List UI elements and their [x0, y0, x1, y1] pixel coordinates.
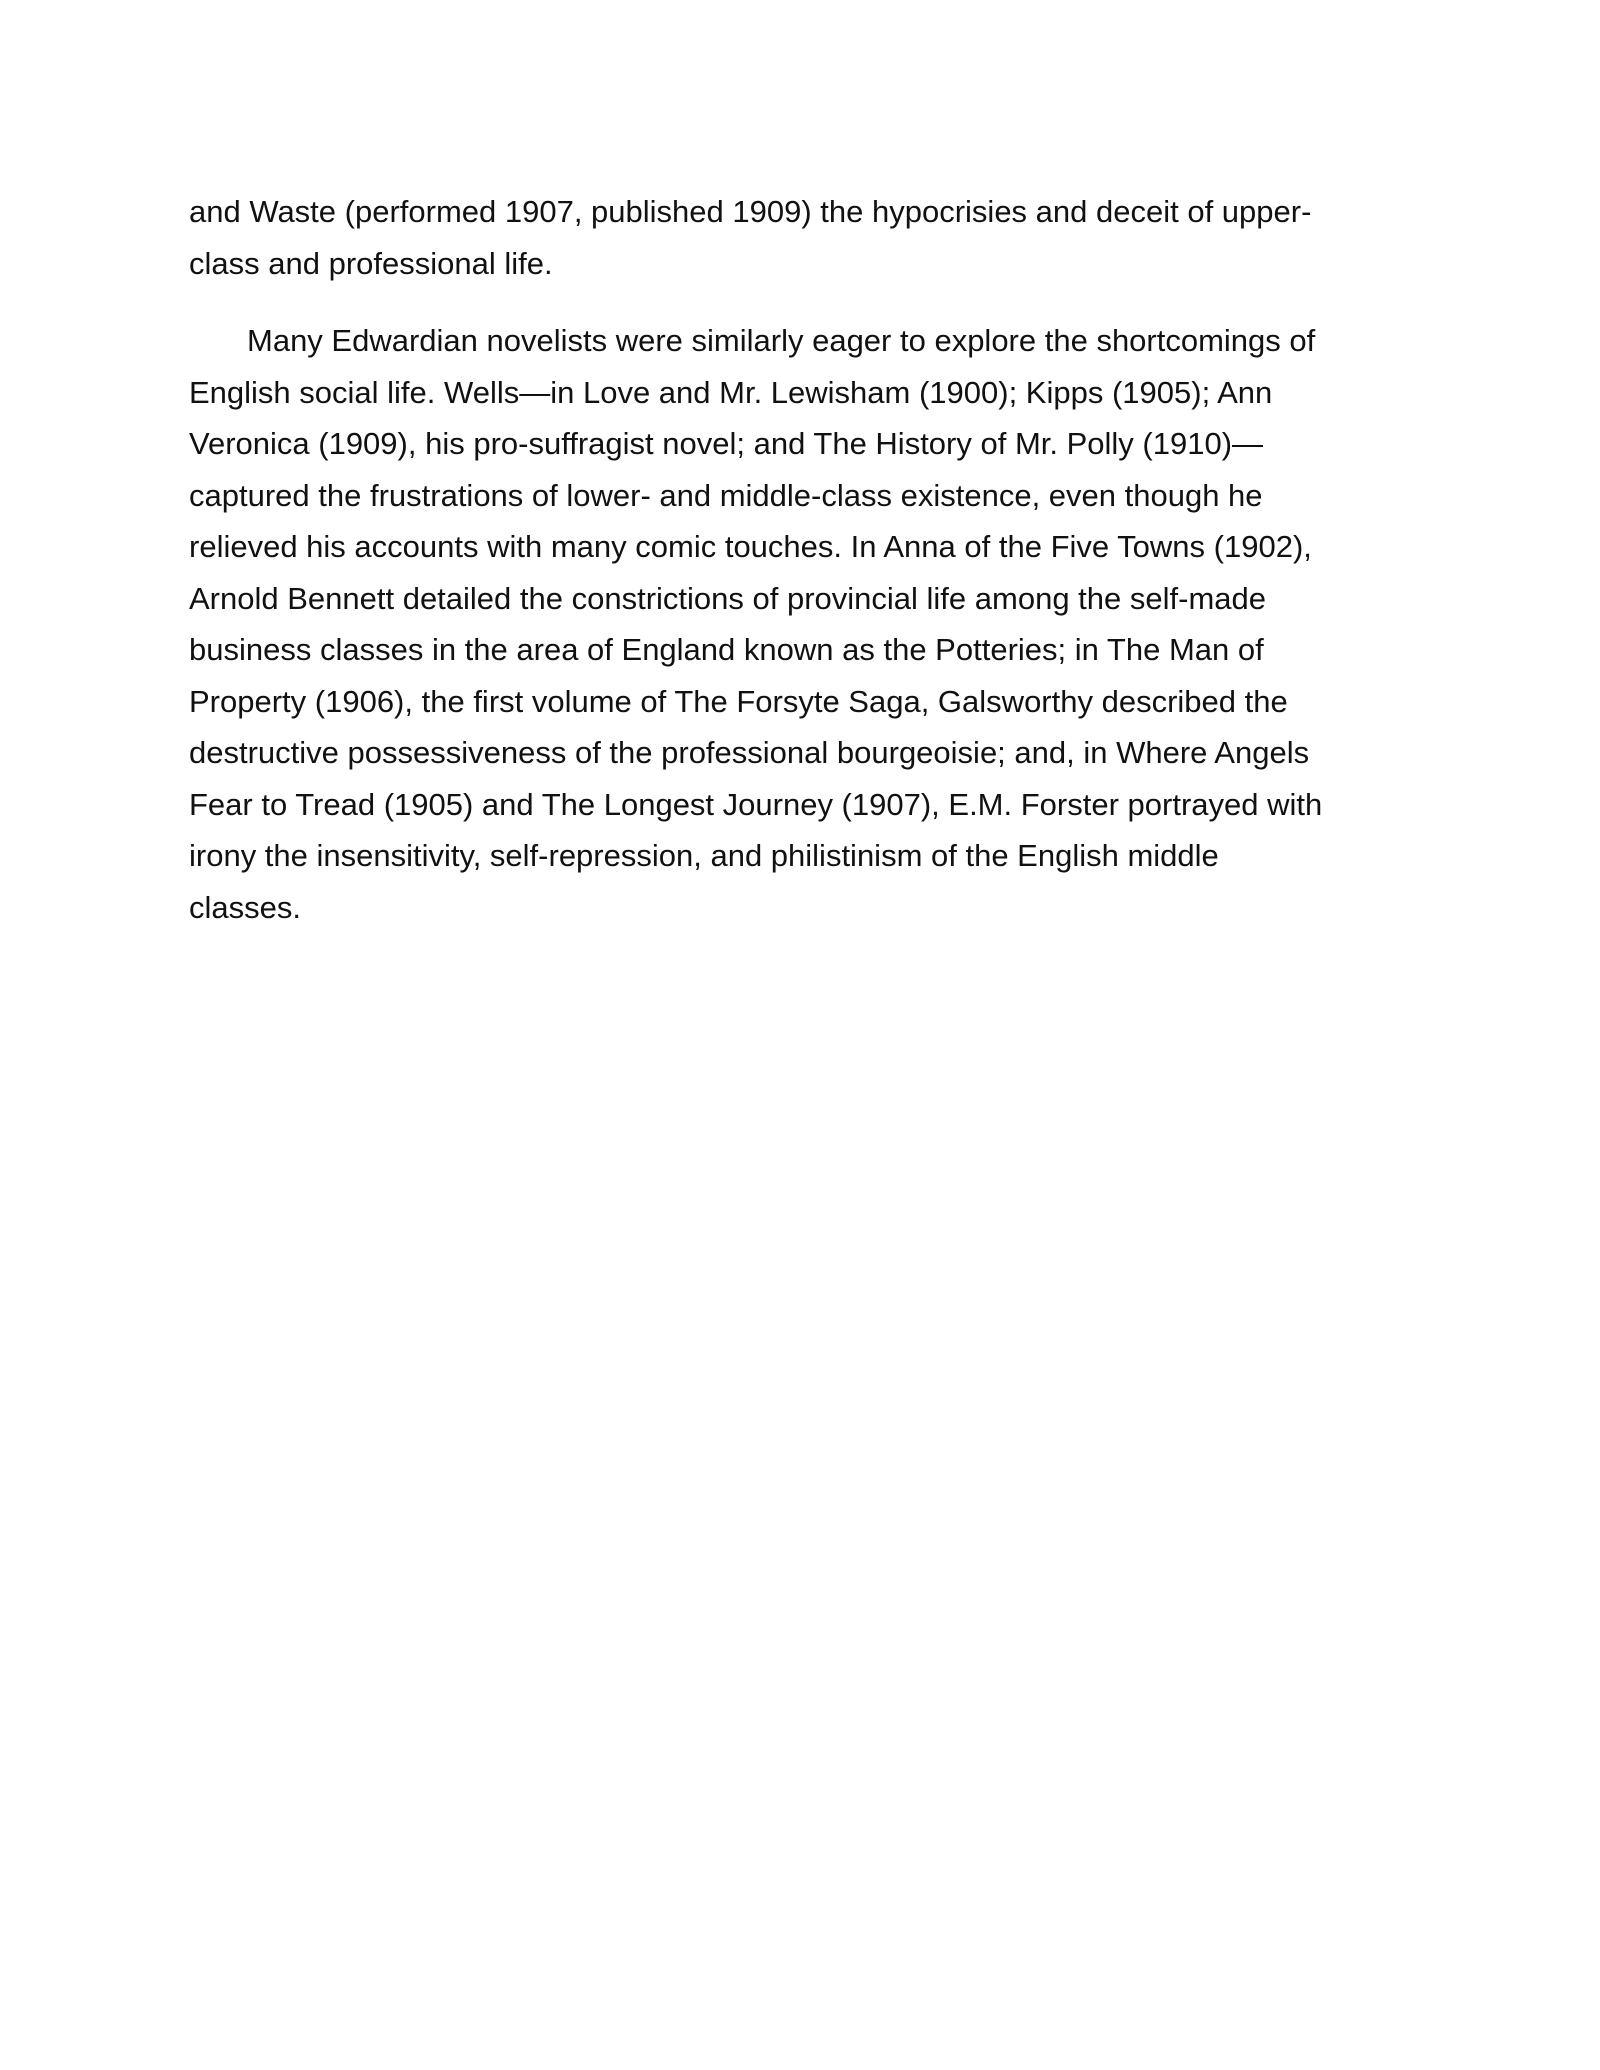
paragraph-line: relieved his accounts with many comic touches. In Anna of the Five Towns (1902),: [189, 529, 1312, 564]
paragraph-line: Arnold Bennett detailed the constrictions of provincial life among the self-made: [189, 580, 1266, 616]
paragraph-2: [189, 315, 1419, 933]
paragraph-line: business classes in the area of England known as the Potteries; in The Man of: [189, 632, 1264, 667]
paragraph-1: [189, 186, 1419, 289]
paragraph-line: destructive possessiveness of the professional bourgeoisie; and, in Where Angels: [189, 735, 1310, 770]
paragraph-line: Fear to Tread (1905) and The Longest Journey (1907), E.M. Forster portrayed with: [189, 786, 1323, 822]
body-text: [189, 186, 1419, 933]
paragraph-first-line: Many Edwardian novelists were similarly eager to explore the shortcomings of: [247, 323, 1316, 358]
paragraph-line: and Waste (performed 1907, published 1909) the hypocrisies and deceit of upper-: [189, 194, 1312, 229]
paragraph-line: English social life. Wells—in Love and Mr. Lewisham (1900); Kipps (1905); Ann: [189, 374, 1273, 410]
paragraph-line: captured the frustrations of lower- and middle-class existence, even though he: [189, 477, 1263, 513]
paragraph-line: class and professional life.: [189, 245, 553, 281]
paragraph-line: classes.: [189, 889, 301, 925]
paragraph-line: Veronica (1909), his pro-suffragist novel; and The History of Mr. Polly (1910)—: [189, 426, 1264, 461]
paragraph-line: irony the insensitivity, self-repression, and philistinism of the English middle: [189, 838, 1219, 873]
paragraph-line: Property (1906), the first volume of The Forsyte Saga, Galsworthy described the: [189, 683, 1288, 719]
